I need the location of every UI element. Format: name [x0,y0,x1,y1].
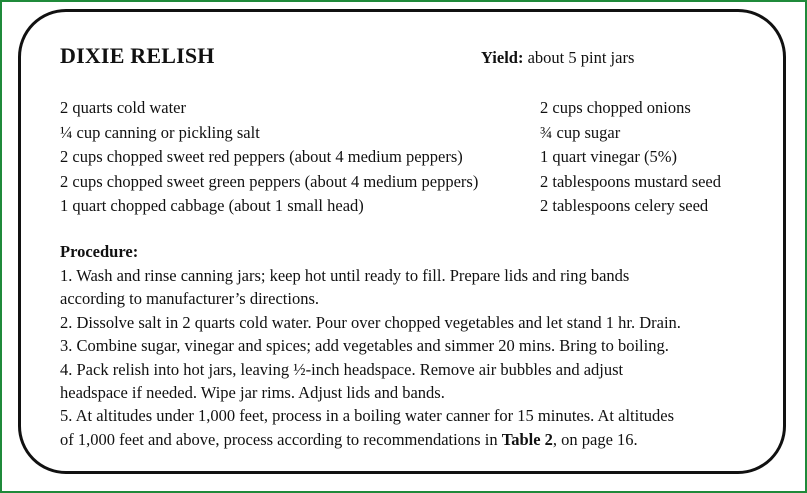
ingredient-item: ¾ cup sugar [540,122,621,142]
step-1-line-2: according to manufacturer’s directions. [60,289,320,309]
ingredient-item: 2 tablespoons celery seed [540,196,709,216]
ingredient-item: 2 cups chopped sweet red peppers (about 4 medium peppers) [60,147,463,167]
recipe-title: DIXIE RELISH [60,43,215,68]
yield-label: Yield: [481,48,524,67]
step-4-line-2: headspace if needed. Wipe jar rims. Adjust lids and bands. [60,383,445,403]
procedure-heading: Procedure: [60,242,139,261]
step-3: 3. Combine sugar, vinegar and spices; add vegetables and simmer 20 mins. Bring to boiling. [60,336,669,356]
ingredient-item: 1 quart chopped cabbage (about 1 small head) [60,196,364,216]
step-5-text-pre: of 1,000 feet and above, process according to recommendations in [60,429,502,449]
procedure-steps [60,264,780,451]
ingredient-item: 2 quarts cold water [60,98,186,117]
ingredient-item: ¼ cup canning or pickling salt [60,122,260,142]
ingredients-right-column [540,96,721,219]
step-2: 2. Dissolve salt in 2 quarts cold water. Pour over chopped vegetables and let stand 1 hr. Drain. [60,312,681,332]
step-5-line-2 [60,428,780,451]
step-4-line-1: 4. Pack relish into hot jars, leaving ½-inch headspace. Remove air bubbles and adjust [60,359,624,379]
yield-value: about 5 pint jars [527,48,635,67]
step-5-line-1: 5. At altitudes under 1,000 feet, process in a boiling water canner for 15 minutes. At altitudes [60,406,675,426]
step-5-text-post: , on page 16. [552,429,638,449]
ingredient-item: 2 tablespoons mustard seed [540,171,722,191]
ingredient-item: 1 quart vinegar (5%) [540,147,677,167]
ingredient-item: 2 cups chopped sweet green peppers (about 4 medium peppers) [60,171,479,191]
step-1-line-1: 1. Wash and rinse canning jars; keep hot until ready to fill. Prepare lids and ring bands [60,266,630,285]
ingredients-left-column [60,96,478,219]
ingredient-item: 2 cups chopped onions [540,98,691,117]
recipe-yield [481,48,634,68]
table-2-reference: Table 2 [501,429,553,449]
